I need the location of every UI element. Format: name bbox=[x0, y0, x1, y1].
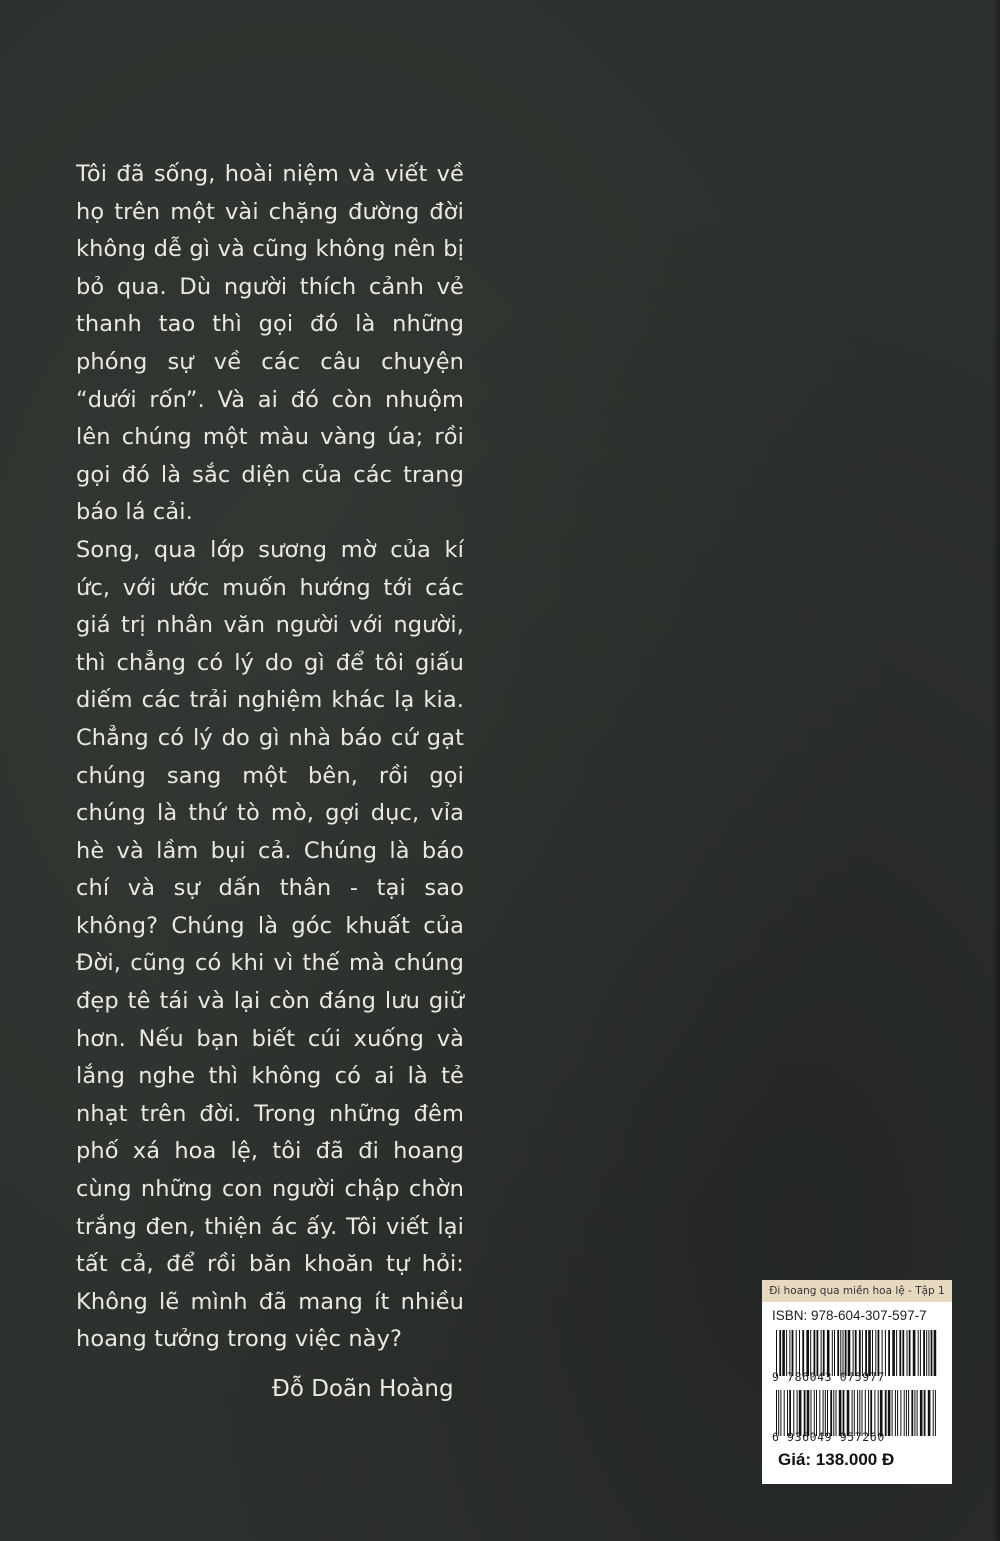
isbn-barcode-digits: 9 786043 075977 bbox=[772, 1370, 885, 1384]
ean-barcode-digits: 6 936049 957260 bbox=[772, 1430, 885, 1444]
cover-edge-shadow bbox=[992, 0, 1000, 1541]
price-text: Giá: 138.000 Đ bbox=[778, 1450, 895, 1469]
isbn-text: ISBN: 978-604-307-597-7 bbox=[772, 1308, 927, 1323]
blurb-paragraph-2: Song, qua lớp sương mờ của kí ức, với ước muốn hướng tới các giá trị nhân văn người với người, thì chẳng có lý do gì để tôi giấu diếm các trải nghiệm khác lạ kia. Chẳng có lý do gì nhà báo cứ gạt chúng sang một bên, rồi gọi chúng là thứ tò mò, gợi dục, vỉa hè và lầm bụi cả. Chúng là báo chí và sự dấn thân - tại sao không? Chúng là góc khuất của Đời, cũng có khi vì thế mà chúng đẹp tê tái và lại còn đáng lưu giữ hơn. Nếu bạn biết cúi xuống và lắng nghe thì không có ai là tẻ nhạt trên đời. Trong những đêm phố xá hoa lệ, tôi đã đi hoang cùng những con người chập chờn trắng đen, thiện ác ấy. Tôi viết lại tất cả, để rồi băn khoăn tự hỏi: Không lẽ mình đã mang ít nhiều hoang tưởng trong việc này? bbox=[76, 536, 464, 1353]
author-name: Đỗ Doãn Hoàng bbox=[272, 1376, 454, 1402]
book-title-band: Đi hoang qua miền hoa lệ - Tập 1 bbox=[762, 1280, 952, 1302]
barcode-label bbox=[762, 1280, 952, 1484]
blurb-text bbox=[76, 156, 464, 1359]
blurb-paragraph-1: Tôi đã sống, hoài niệm và viết về họ trên một vài chặng đường đời không dễ gì và cũng không nên bị bỏ qua. Dù người thích cảnh vẻ thanh tao thì gọi đó là những phóng sự về các câu chuyện “dưới rốn”. Và ai đó còn nhuộm lên chúng một màu vàng úa; rồi gọi đó là sắc diện của các trang báo lá cải. bbox=[76, 161, 464, 526]
